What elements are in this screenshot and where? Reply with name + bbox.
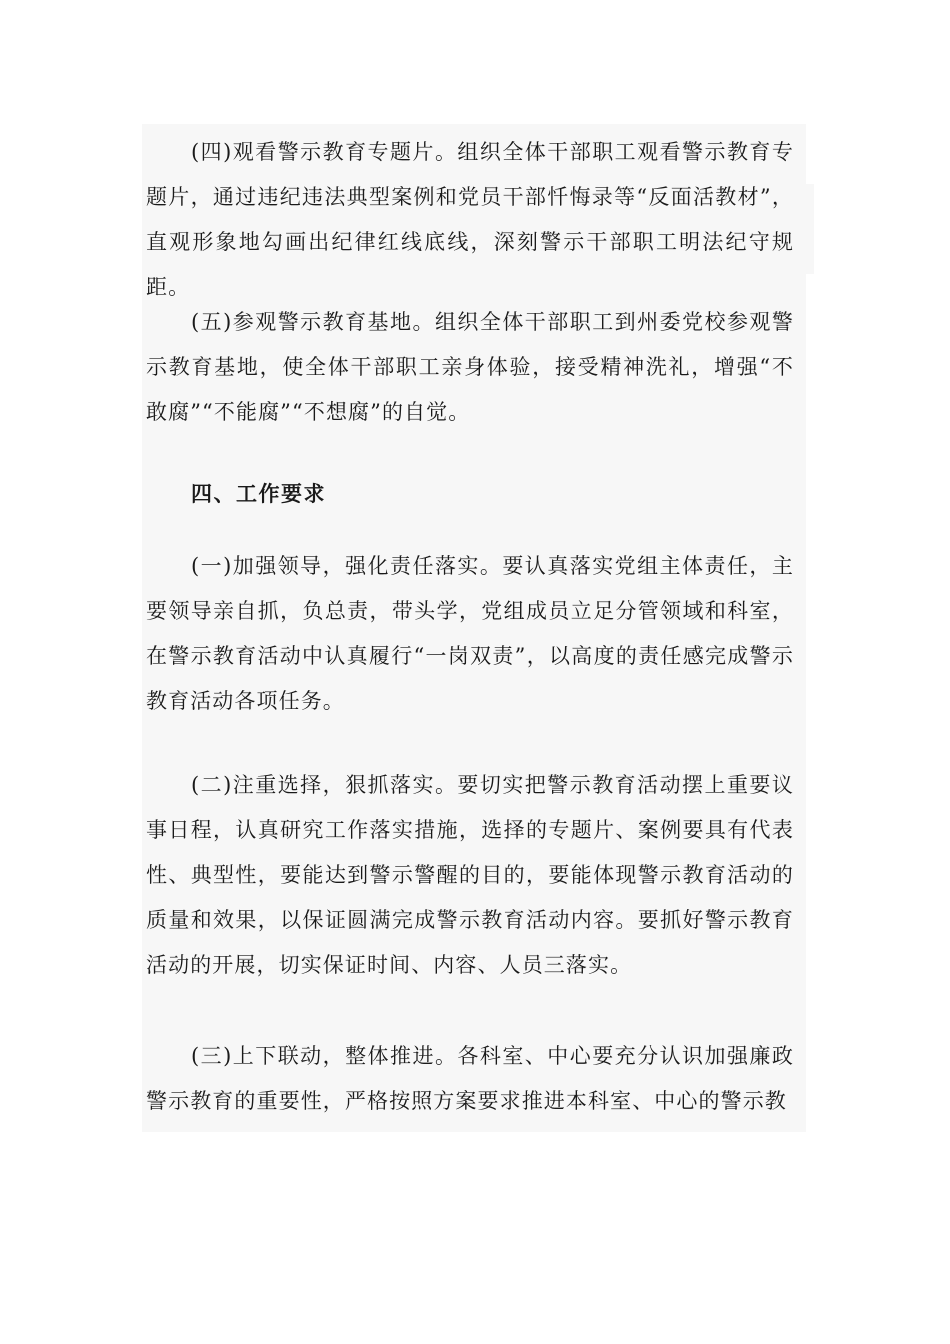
page-edge-strip [806, 184, 814, 274]
section-heading-work-requirements: 四、工作要求 [191, 482, 326, 506]
paragraph-watch-film: (四)观看警示教育专题片。组织全体干部职工观看警示教育专题片，通过违纪违法典型案例和党员干部忏悔录等“反面活教材”，直观形象地勾画出纪律红线底线，深刻警示干部职工明法纪守规距。 [146, 140, 794, 299]
paragraph-strengthen-leadership: (一)加强领导，强化责任落实。要认真落实党组主体责任，主要领导亲自抓，负总责，带头学，党组成员立足分管领域和科室，在警示教育活动中认真履行“一岗双责”，以高度的责任感完成警示教育活动各项任务。 [146, 554, 794, 713]
paragraph-focus-selection: (二)注重选择，狠抓落实。要切实把警示教育活动摆上重要议事日程，认真研究工作落实措施，选择的专题片、案例要具有代表性、典型性，要能达到警示警醒的目的，要能体现警示教育活动的质量和效果，以保证圆满完成警示教育活动内容。要抓好警示教育活动的开展，切实保证时间、内容、人员三落实。 [146, 773, 794, 977]
paragraph-linkage: (三)上下联动，整体推进。各科室、中心要充分认识加强廉政警示教育的重要性，严格按照方案要求推进本科室、中心的警示教 [146, 1044, 794, 1113]
paragraph-visit-base: (五)参观警示教育基地。组织全体干部职工到州委党校参观警示教育基地，使全体干部职工亲身体验，接受精神洗礼，增强“不敢腐”“不能腐”“不想腐”的自觉。 [146, 310, 794, 424]
